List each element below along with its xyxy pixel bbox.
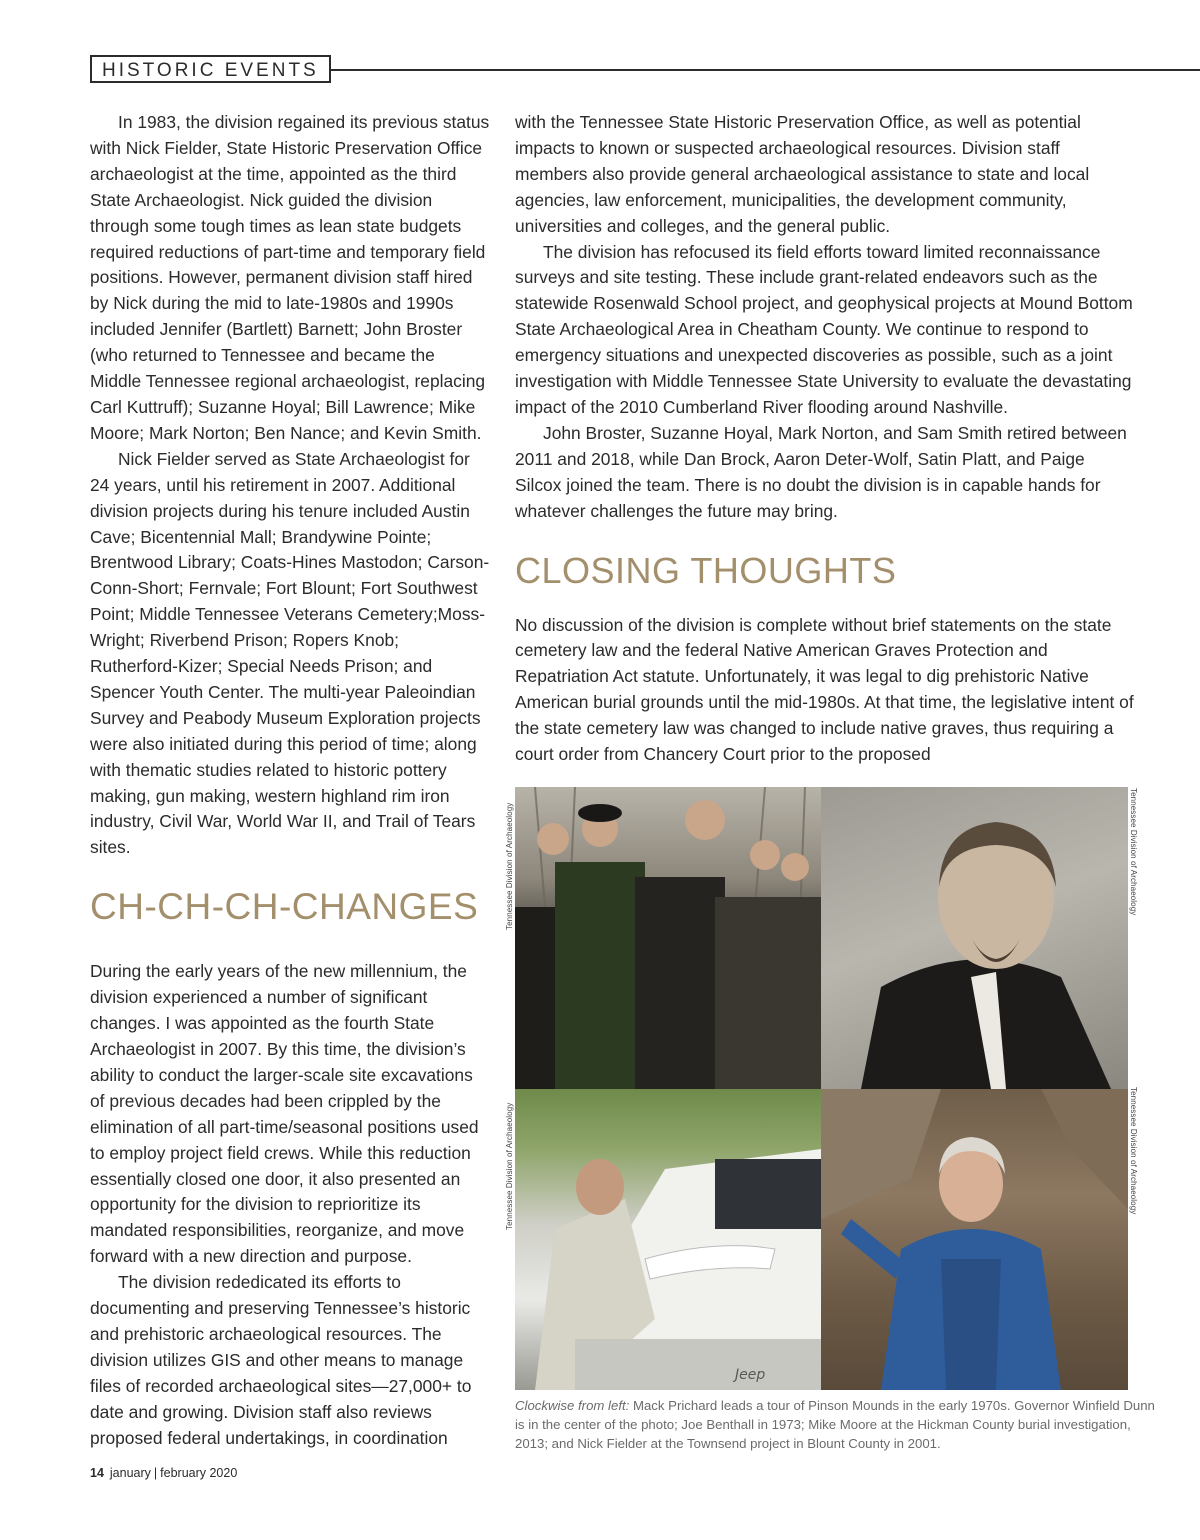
photo-caption (515, 1396, 1155, 1453)
section-label: HISTORIC EVENTS (90, 55, 331, 83)
page-footer (90, 1466, 237, 1480)
footer-separator: | (153, 1466, 158, 1480)
right-column (515, 110, 1135, 768)
photo-mike-moore-truck (515, 1089, 821, 1390)
right-paragraph-3: John Broster, Suzanne Hoyal, Mark Norton, and Sam Smith retired between 2011 and 2018, while Dan Brock, Aaron Deter-Wolf, Satin Platt, and Paige Silcox joined the team. There is no doubt the division is in capable hands for whatever challenges the future may bring. (515, 422, 1127, 521)
right-paragraph-4: No discussion of the division is complete without brief statements on the state cemetery law and the federal Native American Graves Protection and Repatriation Act statute. Unfortunately, it was legal to dig prehistoric Native American burial grounds until the mid-1980s. At that time, the legislative intent of the state cemetery law was changed to include native graves, thus requiring a court order from Chancery Court prior to the proposed (515, 614, 1134, 765)
photo-credit-3: Tennessee Division of Archaeology (505, 1102, 514, 1230)
right-paragraph-1: with the Tennessee State Historic Preservation Office, as well as potential impacts to known or suspected archaeological resources. Division staff members also provide general archaeological assistance to state and local agencies, law enforcement, municipalities, the development community, universities and colleges, and the general public. (515, 112, 1090, 236)
photo-joe-benthall-portrait (821, 787, 1128, 1089)
photo-collage (515, 787, 1128, 1390)
footer-month-2: february 2020 (160, 1466, 238, 1480)
left-paragraph-2: Nick Fielder served as State Archaeologist for 24 years, until his retirement in 2007. Additional division projects during his tenure included Austin Cave; Bicentennial Mall; Brandywine Pointe; Brentwood Library; Coats-Hines Mastodon; Carson-Conn-Short; Fernvale; Fort Blount; Fort Southwest Point; Middle Tennessee Veterans Cemetery;Moss-Wright; Riverbend Prison; Ropers Knob; Rutherford-Kizer; Special Needs Prison; and Spencer Youth Center. The multi-year Paleoindian Survey and Peabody Museum Exploration projects were also initiated during this period of time; along with thematic studies related to historic pottery making, gun making, western highland rim iron industry, Civil War, World War II, and Trail of Tears sites. (90, 448, 490, 858)
photo-credit-1: Tennessee Division of Archaeology (505, 802, 514, 930)
heading-changes: CH-CH-CH-CHANGES (90, 886, 479, 928)
caption-lead: Clockwise from left: (515, 1398, 630, 1413)
left-paragraph-4: The division rededicated its efforts to documenting and preserving Tennessee’s historic and prehistoric archaeological resources. The division utilizes GIS and other means to manage files of recorded archaeological sites—27,000+ to date and growing. Division staff also reviews proposed federal undertakings, in coordination (90, 1272, 472, 1448)
left-column (90, 110, 490, 1452)
heading-closing-thoughts: CLOSING THOUGHTS (515, 549, 897, 591)
photo-credit-2: Tennessee Division of Archaeology (1129, 788, 1138, 916)
page-number: 14 (90, 1466, 104, 1480)
photo-pinson-mounds-tour (515, 787, 821, 1089)
photo-nick-fielder-townsend (821, 1089, 1128, 1390)
left-paragraph-3: During the early years of the new millennium, the division experienced a number of significant changes. I was appointed as the fourth State Archaeologist in 2007. By this time, the division’s ability to conduct the larger-scale site excavations of previous decades had been crippled by the elimination of all part-time/seasonal positions used to employ project field crews. While this reduction essentially closed one door, it also presented an opportunity for the division to reprioritize its mandated responsibilities, reorganize, and move forward with a new direction and purpose. (90, 961, 479, 1267)
left-paragraph-1: In 1983, the division regained its previous status with Nick Fielder, State Historic Preservation Office archaeologist at the time, appointed as the third State Archaeologist. Nick guided the division through some tough times as lean state budgets required reductions of part-time and temporary field positions. However, permanent division staff hired by Nick during the mid to late-1980s and 1990s included Jennifer (Bartlett) Barnett; John Broster (who returned to Tennessee and became the Middle Tennessee regional archaeologist, replacing Carl Kuttruff); Suzanne Hoyal; Bill Lawrence; Mike Moore; Mark Norton; Ben Nance; and Kevin Smith. (90, 112, 490, 443)
photo-credit-4: Tennessee Division of Archaeology (1129, 1087, 1138, 1215)
caption-text: Mack Prichard leads a tour of Pinson Mounds in the early 1970s. Governor Winfield Dunn is in the center of the photo; Joe Benthall in 1973; Mike Moore at the Hickman County burial investigation, 2013; and Nick Fielder at the Townsend project in Blount County in 2001. (515, 1398, 1155, 1451)
jeep-badge-text: Jeep (735, 1367, 766, 1383)
right-paragraph-2: The division has refocused its field efforts toward limited reconnaissance surveys and site testing. These include grant-related endeavors such as the statewide Rosenwald School project, and geophysical projects at Mound Bottom State Archaeological Area in Cheatham County. We continue to respond to emergency situations and unexpected discoveries as possible, such as a joint investigation with Middle Tennessee State University to evaluate the devastating impact of the 2010 Cumberland River flooding around Nashville. (515, 241, 1133, 417)
footer-month-1: january (109, 1466, 151, 1480)
